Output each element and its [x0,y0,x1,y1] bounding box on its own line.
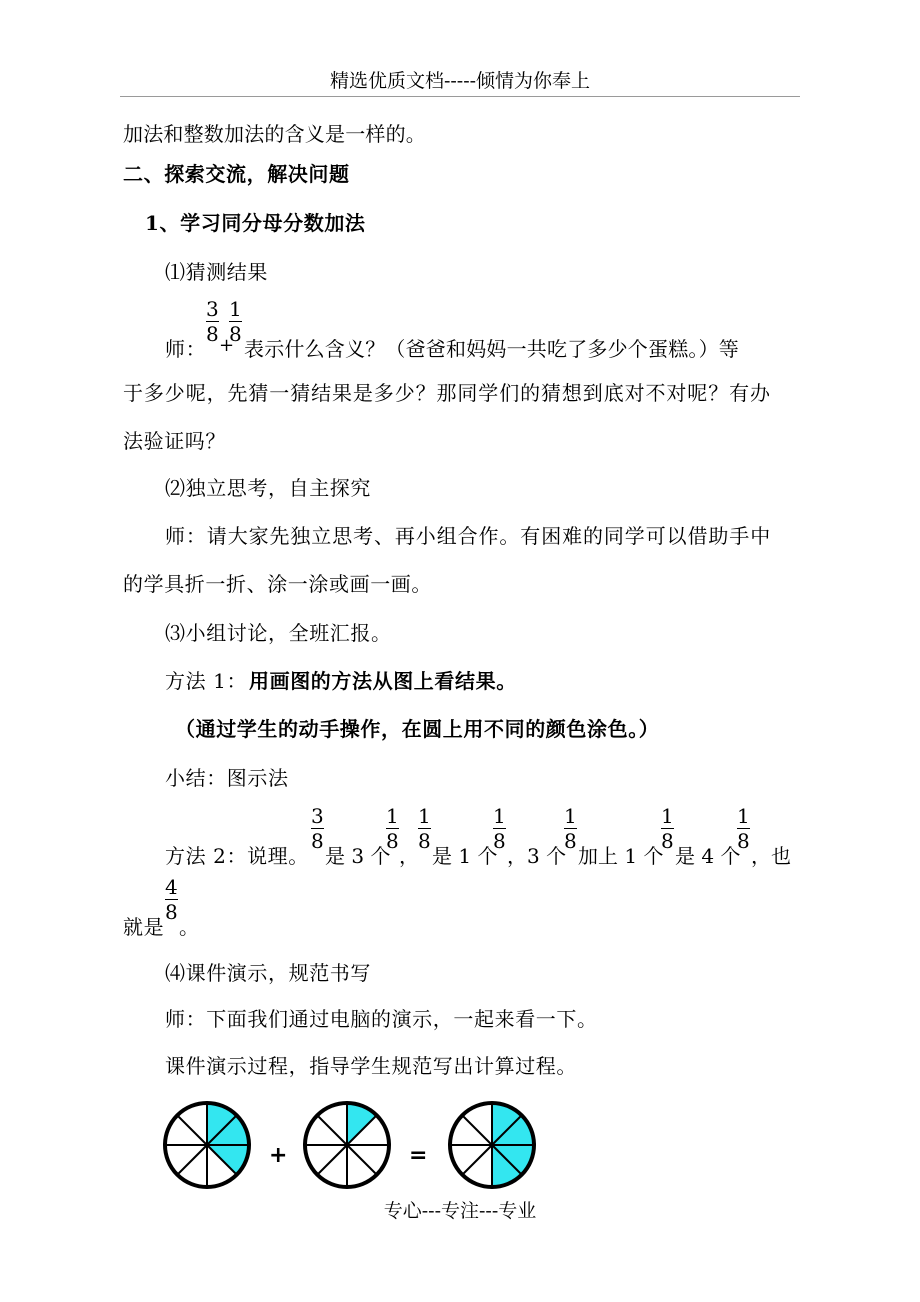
section-heading: 二、探索交流，解决问题 [123,162,350,186]
fraction-numerator: 4 [165,875,178,899]
step-heading: ⑵独立思考，自主探究 [165,476,371,500]
fraction-denominator: 8 [206,322,219,346]
circle-four-eighths [450,1103,534,1187]
subsection-heading: 1、学习同分母分数加法 [145,211,366,235]
fraction-denominator: 8 [737,829,750,853]
page-header: 精选优质文档-----倾情为你奉上 [329,70,591,92]
text-line: 表示什么含义？（爸爸和妈妈一共吃了多少个蛋糕。）等 [244,337,739,361]
fraction-1-8 [229,299,242,344]
plus-operator: + [269,1143,288,1168]
fraction-numerator: 3 [206,297,219,321]
fraction-1-8 [564,806,577,851]
text-line: 课件演示过程，指导学生规范写出计算过程。 [165,1054,577,1078]
text-line: 师：请大家先独立思考、再小组合作。有困难的同学可以借助手中 [165,524,772,548]
step-heading: ⑷课件演示，规范书写 [165,961,371,985]
text-line: 是 4 个 [675,844,741,868]
fraction-denominator: 8 [661,829,674,853]
text-line: 就是 [123,915,165,939]
fraction-numerator: 1 [386,804,399,828]
fraction-numerator: 1 [493,804,506,828]
step-heading: ⑶小组讨论，全班汇报。 [165,621,392,645]
fraction-denominator: 8 [386,829,399,853]
page-footer: 专心---专注---专业 [383,1200,537,1222]
equals-operator: = [409,1143,428,1168]
text-line: 于多少呢，先猜一猜结果是多少？那同学们的猜想到底对不对呢？有办 [123,381,771,405]
circle-three-eighths [165,1103,249,1187]
fraction-denominator: 8 [165,900,178,924]
fraction-3-8 [311,806,324,851]
text-line: ，也 [751,844,791,868]
fraction-1-8 [661,806,674,851]
header-rule [120,96,800,97]
text-line: 加上 1 个 [578,844,664,868]
text-line: ， [399,844,420,868]
fraction-circles-figure [155,1098,555,1192]
fraction-denominator: 8 [564,829,577,853]
fraction-numerator: 3 [311,804,324,828]
fraction-numerator: 1 [661,804,674,828]
summary-line: 小结：图示法 [165,766,289,790]
method-label: 方法 1： [165,669,248,693]
text-line: ，3 个 [507,844,567,868]
method-label: 方法 2：说理。 [165,844,309,868]
fraction-numerator: 1 [564,804,577,828]
fraction-1-8 [386,806,399,851]
text-line: 。 [179,915,200,939]
fraction-numerator: 1 [418,804,431,828]
fraction-denominator: 8 [418,829,431,853]
step-heading: ⑴猜测结果 [165,260,268,284]
fraction-numerator: 1 [229,297,242,321]
text-line: 是 3 个 [325,844,391,868]
fraction-denominator: 8 [493,829,506,853]
text-line: 的学具折一折、涂一涂或画一画。 [123,572,432,596]
plus-sign: + [219,335,235,356]
fraction-1-8 [493,806,506,851]
text-line: 师：下面我们通过电脑的演示，一起来看一下。 [165,1007,598,1031]
circle-one-eighth [305,1103,389,1187]
fraction-denominator: 8 [311,829,324,853]
text-line: 加法和整数加法的含义是一样的。 [123,122,426,146]
fraction-4-8 [165,877,178,922]
text-line: 法验证吗？ [123,429,226,453]
fraction-denominator: 8 [229,322,242,346]
fraction-1-8 [418,806,431,851]
fraction-3-8 [206,299,219,344]
teacher-label: 师： [165,337,207,361]
method-note: （通过学生的动手操作，在圆上用不同的颜色涂色。） [175,717,660,741]
fraction-numerator: 1 [737,804,750,828]
fraction-1-8 [737,806,750,851]
method-text: 用画图的方法从图上看结果。 [249,669,517,693]
text-line: 是 1 个 [432,844,498,868]
